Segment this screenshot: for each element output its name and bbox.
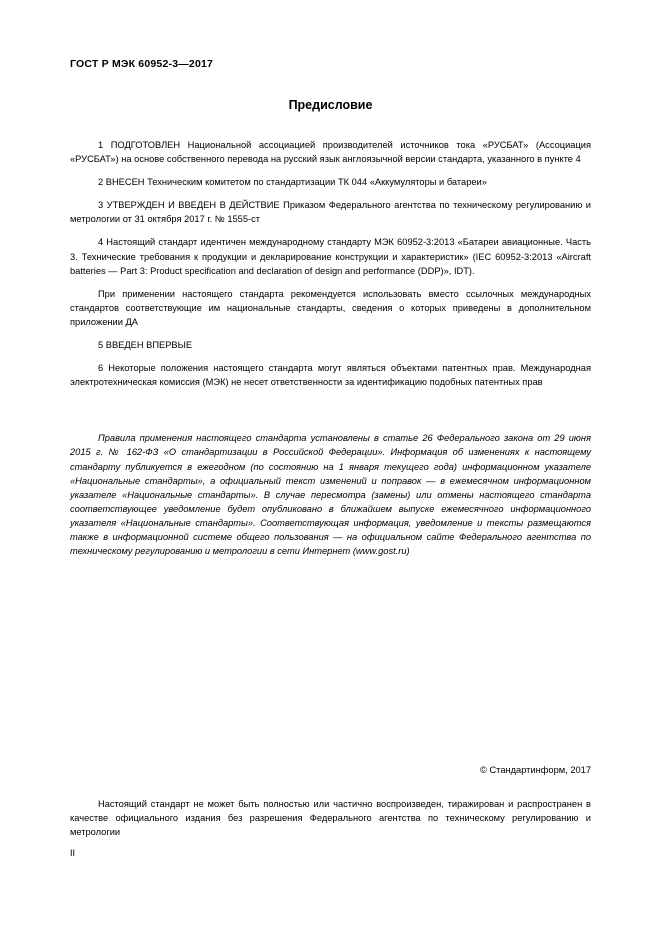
paragraph-4: 4 Настоящий стандарт идентичен международному стандарту МЭК 60952-3:2013 «Батареи авиационные. Часть 3. Технические требования к продукции и декларирование конструкции и характеристик» (IEC 60952-3:2013 «Aircraft batteries — Part 3: Product specification and declaration of design and performance (DDP)», IDT). xyxy=(70,237,591,276)
paragraph-5: 5 ВВЕДЕН ВПЕРВЫЕ xyxy=(98,340,193,351)
page-number: II xyxy=(70,848,76,858)
standard-designation: ГОСТ Р МЭК 60952-3—2017 xyxy=(70,58,214,70)
paragraph-3: 3 УТВЕРЖДЕН И ВВЕДЕН В ДЕЙСТВИЕ Приказом Федерального агентства по техническому регулированию и метрологии от 31 октября 2017 г. № 1555-ст xyxy=(70,200,591,225)
application-rules-notice: Правила применения настоящего стандарта установлены в статье 26 Федерального закона от 29 июня 2015 г. № 162-ФЗ «О стандартизации в Российской Федерации». Информация об изменениях к настоящему стандарту публикуется в ежегодном (по состоянию на 1 января текущего года) информационном указателе «Национальные стандарты», а официальный текст изменений и поправок — в ежемесячном информационном указателе «Национальные стандарты». В случае пересмотра (замены) или отмены настоящего стандарта соответствующее уведомление будет опубликовано в ближайшем выпуске ежемесячного информационного указателя «Национальные стандарты». Соответствующая информация, уведомление и тексты размещаются также в информационной системе общего пользования — на официальном сайте Федерального агентства по техническому регулированию и метрологии в сети Интернет (www.gost.ru) xyxy=(70,433,591,557)
page-content xyxy=(70,58,591,558)
paragraph-6: 6 Некоторые положения настоящего стандарта могут являться объектами патентных прав. Международная электротехническая комиссия (МЭК) не несет ответственности за идентификацию подобных патентных прав xyxy=(70,363,591,388)
reproduction-notice: Настоящий стандарт не может быть полностью или частично воспроизведен, тиражирован и распространен в качестве официального издания без разрешения Федерального агентства по техническому регулированию и метрологии xyxy=(70,799,591,838)
copyright-line: © Стандартинформ, 2017 xyxy=(480,765,591,775)
paragraph-2: 2 ВНЕСЕН Техническим комитетом по стандартизации ТК 044 «Аккумуляторы и батареи» xyxy=(98,177,487,188)
page-title: Предисловие xyxy=(288,98,373,112)
paragraph-1: 1 ПОДГОТОВЛЕН Национальной ассоциацией производителей источников тока «РУСБАТ» (Ассоциация «РУСБАТ») на основе собственного перевода на русский язык англоязычной версии стандарта, указанного в пункте 4 xyxy=(70,140,591,165)
paragraph-4-note: При применении настоящего стандарта рекомендуется использовать вместо ссылочных международных стандартов соответствующие им национальные стандарты, сведения о которых приведены в дополнительном приложении ДА xyxy=(70,288,591,327)
